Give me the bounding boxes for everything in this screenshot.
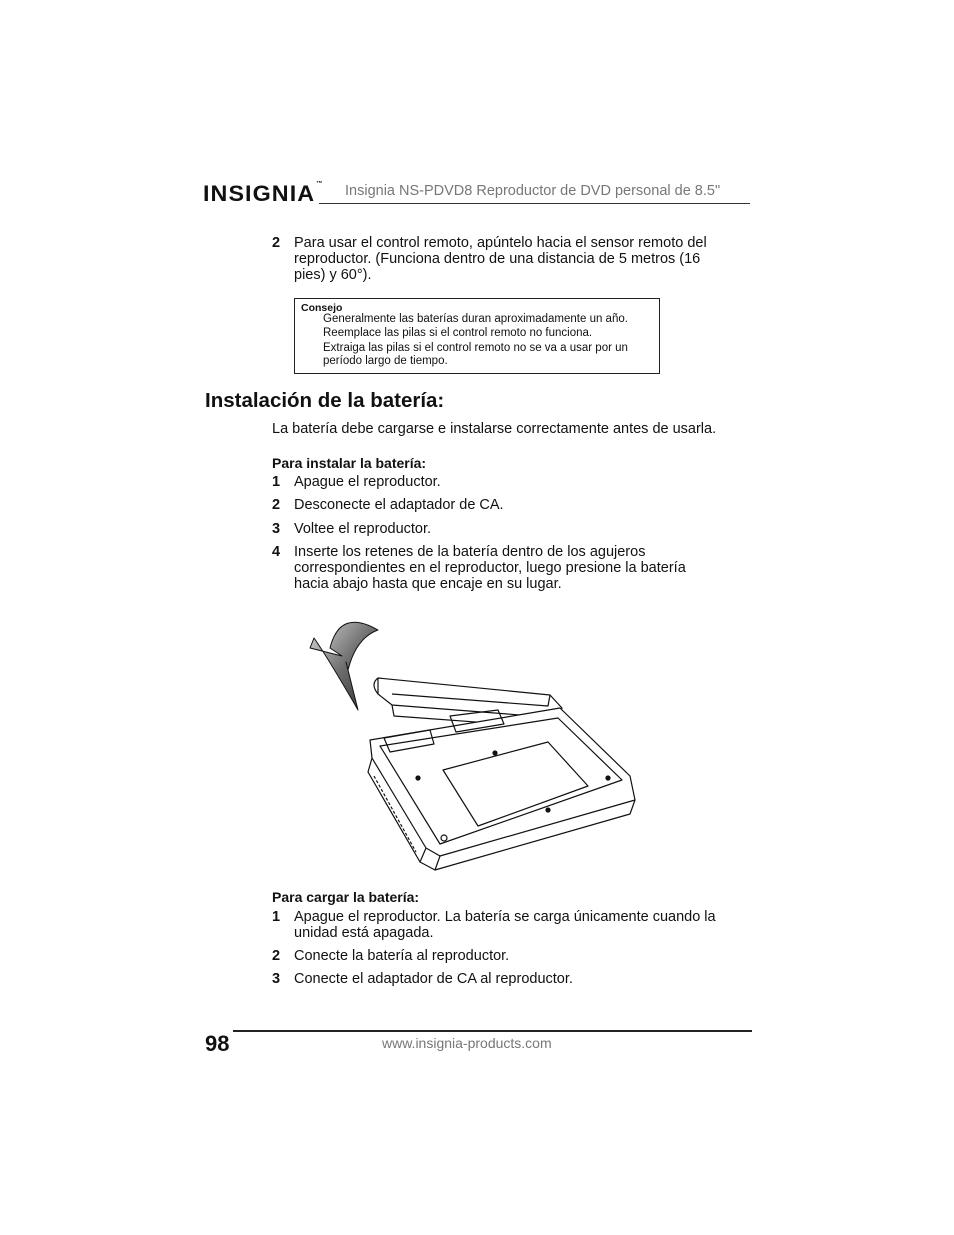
tip-line: Reemplace las pilas si el control remoto no funciona. xyxy=(323,327,593,339)
step-text xyxy=(294,909,750,941)
step-text xyxy=(294,235,750,283)
footer-divider xyxy=(233,1030,752,1032)
step-line: unidad está apagada. xyxy=(294,925,434,941)
section-intro: La batería debe cargarse e instalarse correctamente antes de usarla. xyxy=(272,421,717,437)
tip-line: Generalmente las baterías duran aproximadamente un año. xyxy=(323,313,628,325)
step-number: 4 xyxy=(272,544,281,560)
step-line: pies) y 60°). xyxy=(294,267,372,283)
step-text: Desconecte el adaptador de CA. xyxy=(294,497,504,513)
step-text: Apague el reproductor. xyxy=(294,474,441,490)
step-number: 1 xyxy=(272,909,281,925)
step-text: Conecte el adaptador de CA al reproductor. xyxy=(294,971,573,987)
charge-heading: Para cargar la batería: xyxy=(272,889,420,905)
step-text xyxy=(294,544,750,592)
step-text: Voltee el reproductor. xyxy=(294,521,432,537)
install-heading: Para instalar la batería: xyxy=(272,455,427,471)
player-body xyxy=(368,708,635,870)
step-text: Conecte la batería al reproductor. xyxy=(294,948,510,964)
step-line: Apague el reproductor. La batería se carga únicamente cuando la xyxy=(294,909,716,925)
tip-label: Consejo xyxy=(301,302,343,314)
tip-box xyxy=(294,298,660,374)
tip-line: Extraiga las pilas si el control remoto no se va a usar por un xyxy=(323,342,628,354)
step-number: 3 xyxy=(272,971,281,987)
footer-url: www.insignia-products.com xyxy=(382,1035,552,1051)
step-number: 2 xyxy=(272,235,281,251)
step-line: Inserte los retenes de la batería dentro de los agujeros xyxy=(294,544,646,560)
step-line: correspondientes en el reproductor, luego presione la batería xyxy=(294,560,686,576)
header-divider xyxy=(319,203,750,204)
logo-tm: ™ xyxy=(316,181,324,187)
step-line: reproductor. (Funciona dentro de una distancia de 5 metros (16 xyxy=(294,251,701,267)
step-number: 2 xyxy=(272,497,281,513)
step-number: 1 xyxy=(272,474,281,490)
section-title: Instalación de la batería: xyxy=(205,389,445,412)
logo-text: INSIGNIA xyxy=(203,181,316,206)
tip-line: período largo de tiempo. xyxy=(323,355,448,367)
step-number: 2 xyxy=(272,948,281,964)
battery-install-illustration xyxy=(300,608,645,878)
step-line: hacia abajo hasta que encaje en su lugar. xyxy=(294,576,562,592)
step-number: 3 xyxy=(272,521,281,537)
document-title: Insignia NS-PDVD8 Reproductor de DVD personal de 8.5" xyxy=(345,183,721,199)
rotate-arrow-icon xyxy=(310,622,378,710)
brand-logo xyxy=(203,181,324,207)
page-number: 98 xyxy=(205,1031,230,1056)
step-line: Para usar el control remoto, apúntelo hacia el sensor remoto del xyxy=(294,235,707,251)
